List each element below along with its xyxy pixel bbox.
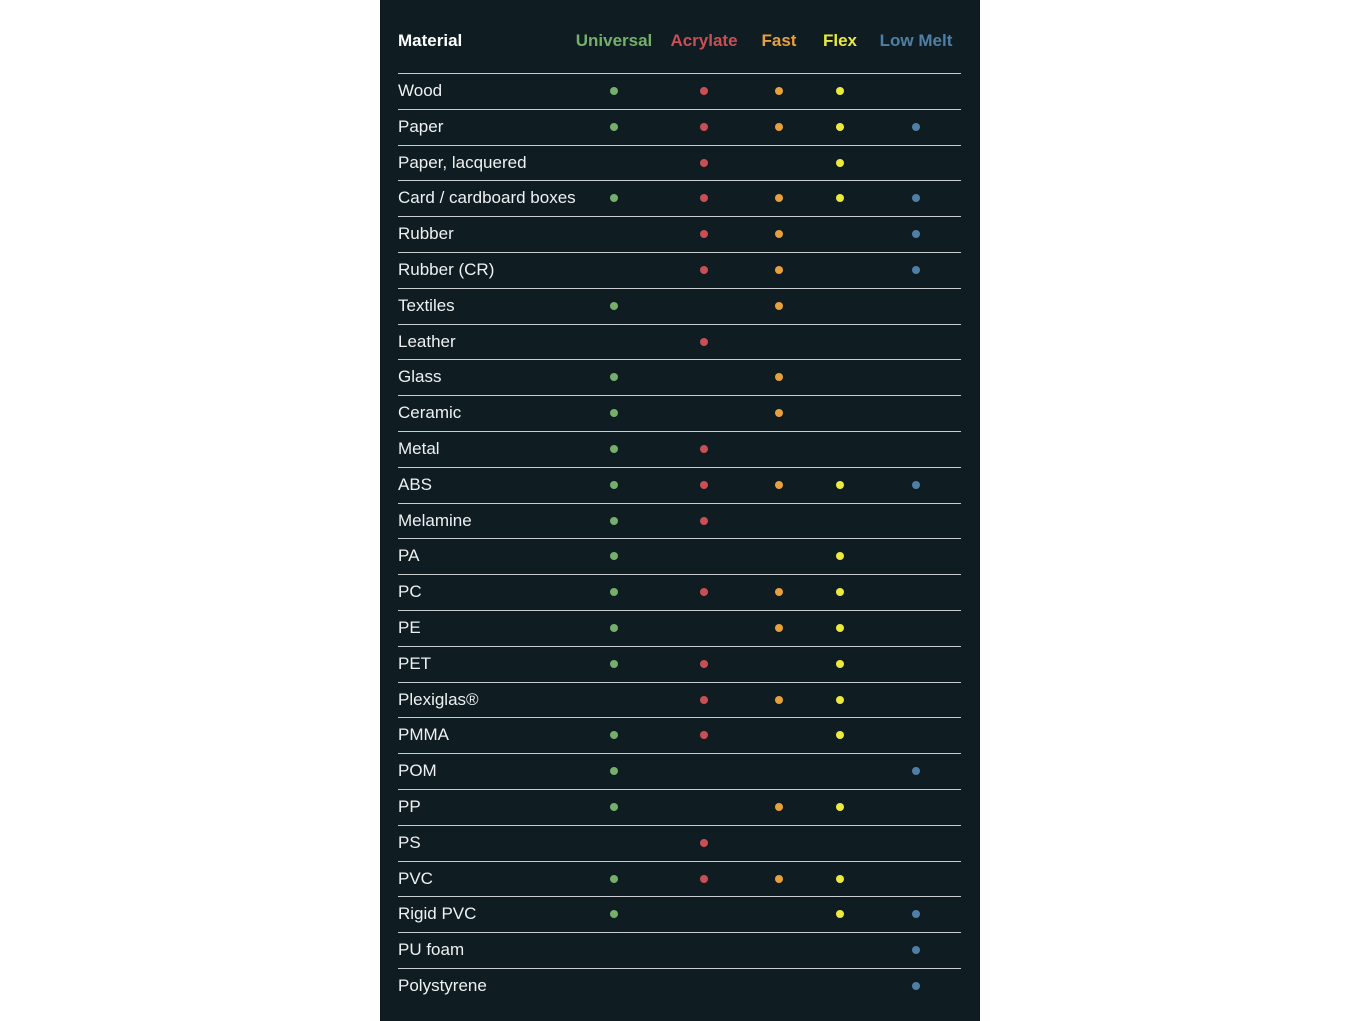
material-label: PVC [398,868,433,888]
acrylate-compatible-dot [700,839,708,847]
table-body [398,73,961,1004]
compatibility-table [380,0,980,1021]
lowmelt-compatible-dot [912,481,920,489]
universal-compatible-dot [610,803,618,811]
material-label: Textiles [398,295,455,315]
flex-compatible-dot [836,910,844,918]
flex-compatible-dot [836,87,844,95]
material-label: Rubber (CR) [398,259,495,279]
material-label: PMMA [398,725,449,745]
acrylate-compatible-dot [700,731,708,739]
universal-compatible-dot [610,517,618,525]
material-label: PP [398,796,421,816]
fast-compatible-dot [775,87,783,95]
lowmelt-compatible-dot [912,194,920,202]
acrylate-compatible-dot [700,194,708,202]
table-row [398,252,961,288]
acrylate-compatible-dot [700,588,708,596]
table-row [398,359,961,395]
material-label: Melamine [398,510,472,530]
material-label: Card / cardboard boxes [398,188,576,208]
table-row [398,717,961,753]
fast-compatible-dot [775,230,783,238]
acrylate-compatible-dot [700,123,708,131]
acrylate-compatible-dot [700,660,708,668]
universal-compatible-dot [610,767,618,775]
universal-compatible-dot [610,87,618,95]
universal-compatible-dot [610,660,618,668]
table-row [398,73,961,109]
material-label: POM [398,761,437,781]
universal-compatible-dot [610,875,618,883]
fast-compatible-dot [775,302,783,310]
flex-compatible-dot [836,803,844,811]
table-row [398,395,961,431]
flex-compatible-dot [836,588,844,596]
lowmelt-compatible-dot [912,123,920,131]
material-label: Metal [398,438,440,458]
acrylate-column-header: Acrylate [670,31,738,50]
material-label: PA [398,546,420,566]
lowmelt-compatible-dot [912,767,920,775]
acrylate-compatible-dot [700,230,708,238]
flex-compatible-dot [836,123,844,131]
material-label: PU foam [398,940,465,960]
lowmelt-compatible-dot [912,230,920,238]
material-label: Rigid PVC [398,904,477,924]
material-column-header: Material [398,31,463,50]
universal-compatible-dot [610,481,618,489]
flex-column-header: Flex [822,31,858,50]
acrylate-compatible-dot [700,87,708,95]
lowmelt-compatible-dot [912,266,920,274]
flex-compatible-dot [836,481,844,489]
table-row [398,503,961,539]
acrylate-compatible-dot [700,517,708,525]
table-row [398,538,961,574]
universal-compatible-dot [610,194,618,202]
lowmelt-compatible-dot [912,946,920,954]
flex-compatible-dot [836,624,844,632]
material-label: Leather [398,331,456,351]
acrylate-compatible-dot [700,481,708,489]
fast-column-header: Fast [761,31,797,50]
material-label: Glass [398,367,442,387]
flex-compatible-dot [836,660,844,668]
table-header [380,22,980,60]
acrylate-compatible-dot [700,445,708,453]
flex-compatible-dot [836,552,844,560]
flex-compatible-dot [836,696,844,704]
flex-compatible-dot [836,194,844,202]
table-row [398,610,961,646]
table-row [398,896,961,932]
lowmelt-compatible-dot [912,910,920,918]
table-row [398,646,961,682]
acrylate-compatible-dot [700,159,708,167]
table-row [398,825,961,861]
acrylate-compatible-dot [700,338,708,346]
flex-compatible-dot [836,731,844,739]
material-label: Paper, lacquered [398,152,527,172]
fast-compatible-dot [775,194,783,202]
flex-compatible-dot [836,875,844,883]
table-row [398,789,961,825]
fast-compatible-dot [775,123,783,131]
fast-compatible-dot [775,373,783,381]
universal-compatible-dot [610,302,618,310]
material-label: Ceramic [398,403,462,423]
fast-compatible-dot [775,409,783,417]
table-row [398,324,961,360]
material-label: Plexiglas® [398,689,479,709]
table-row [398,467,961,503]
acrylate-compatible-dot [700,875,708,883]
table-row [398,861,961,897]
table-row [398,968,961,1004]
acrylate-compatible-dot [700,696,708,704]
table-row [398,109,961,145]
universal-compatible-dot [610,123,618,131]
table-row [398,753,961,789]
universal-compatible-dot [610,552,618,560]
universal-compatible-dot [610,445,618,453]
material-label: PS [398,832,421,852]
universal-compatible-dot [610,588,618,596]
fast-compatible-dot [775,588,783,596]
flex-compatible-dot [836,159,844,167]
material-label: ABS [398,474,433,494]
material-label: Paper [398,116,444,136]
material-label: Rubber [398,224,454,244]
fast-compatible-dot [775,803,783,811]
material-label: PC [398,582,422,602]
universal-compatible-dot [610,373,618,381]
table-row [398,682,961,718]
table-row [398,180,961,216]
fast-compatible-dot [775,875,783,883]
fast-compatible-dot [775,696,783,704]
table-row [398,431,961,467]
fast-compatible-dot [775,266,783,274]
table-row [398,145,961,181]
table-row [398,216,961,252]
material-label: Polystyrene [398,975,487,995]
fast-compatible-dot [775,624,783,632]
material-label: Wood [398,81,443,100]
universal-compatible-dot [610,731,618,739]
table-row [398,288,961,324]
universal-compatible-dot [610,624,618,632]
acrylate-compatible-dot [700,266,708,274]
universal-column-header: Universal [575,31,653,50]
lowmelt-column-header: Low Melt [879,31,953,50]
universal-compatible-dot [610,910,618,918]
table-row [398,932,961,968]
table-row [398,574,961,610]
lowmelt-compatible-dot [912,982,920,990]
material-label: PET [398,653,432,673]
fast-compatible-dot [775,481,783,489]
material-label: PE [398,617,421,637]
universal-compatible-dot [610,409,618,417]
